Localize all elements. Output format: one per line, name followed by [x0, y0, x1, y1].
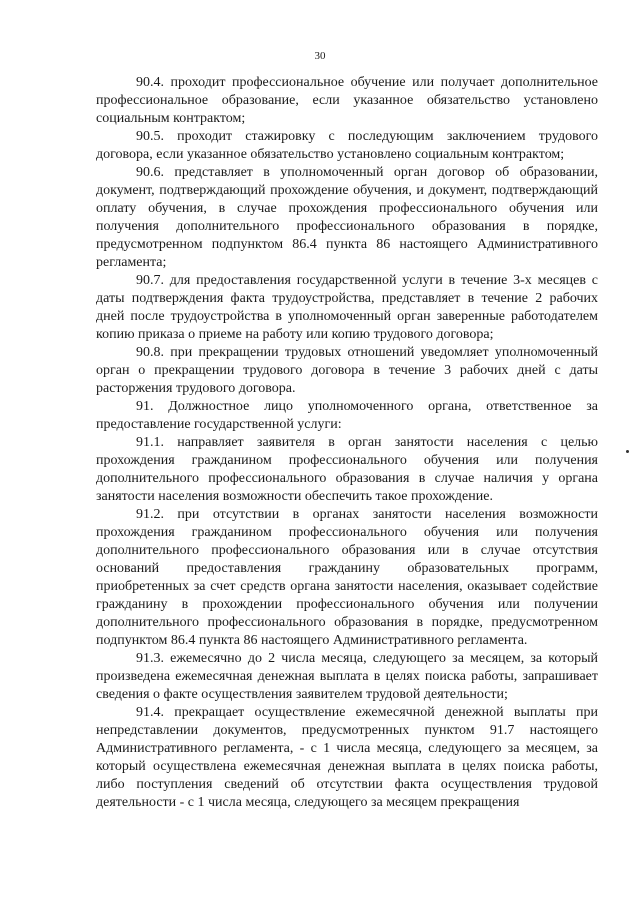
paragraph-90-5: 90.5. проходит стажировку с последующим заключением трудового договора, если указанное обязательство установлено социальным контрактом; [96, 129, 598, 162]
paragraph-90-7: 90.7. для предоставления государственной услуги в течение 3-х месяцев с даты подтверждения факта трудоустройства, представляет в течение 2 рабочих дней после трудоустройства в уполномоченный орган заверенные работодателем копию приказа о приеме на работу или копию трудового договора; [96, 273, 598, 342]
paragraph-90-8: 90.8. при прекращении трудовых отношений уведомляет уполномоченный орган о прекращении трудового договора в течение 3 рабочих дней с даты расторжения трудового договора. [96, 345, 598, 396]
paragraph-91-4: 91.4. прекращает осуществление ежемесячной денежной выплаты при непредставлении документов, предусмотренных пунктом 91.7 настоящего Административного регламента, - с 1 числа месяца, следующего за месяцем, за который осуществлена ежемесячная денежная выплата в целях поиска работы, либо поступления сведений об отсутствии факта осуществления трудовой деятельности - с 1 числа месяца, следующего за месяцем прекращения [96, 705, 598, 810]
scan-speck [626, 450, 629, 453]
paragraph-90-4: 90.4. проходит профессиональное обучение или получает дополнительное профессиональное образование, если указанное обязательство установлено социальным контрактом; [96, 75, 598, 126]
paragraph-91-3: 91.3. ежемесячно до 2 числа месяца, следующего за месяцем, за который произведена ежемесячная денежная выплата в целях поиска работы, запрашивает сведения о факте осуществления заявителем трудовой деятельности; [96, 651, 598, 702]
document-body [96, 74, 598, 812]
paragraph-90-6: 90.6. представляет в уполномоченный орган договор об образовании, документ, подтверждающий прохождение обучения, и документ, подтверждающий оплату обучения, в случае прохождения профессионального обучения или получения дополнительного профессионального образования в порядке, предусмотренном подпунктом 86.4 пункта 86 настоящего Административного регламента; [96, 165, 598, 270]
paragraph-91: 91. Должностное лицо уполномоченного органа, ответственное за предоставление государственной услуги: [96, 399, 598, 432]
paragraph-91-2: 91.2. при отсутствии в органах занятости населения возможности прохождения гражданином профессионального обучения или получения дополнительного профессионального образования или в случае отсутствия оснований предоставления гражданину образовательных программ, приобретенных за счет средств органа занятости населения, оказывает содействие гражданину в прохождении профессионального обучения или получении дополнительного профессионального образования в порядке, предусмотренном подпунктом 86.4 пункта 86 настоящего Административного регламента. [96, 507, 598, 648]
page-number: 30 [314, 50, 326, 62]
paragraph-91-1: 91.1. направляет заявителя в орган занятости населения с целью прохождения гражданином профессионального обучения или получения дополнительного профессионального образования в случае наличия у органа занятости населения возможности обеспечить такое прохождение. [96, 435, 598, 504]
